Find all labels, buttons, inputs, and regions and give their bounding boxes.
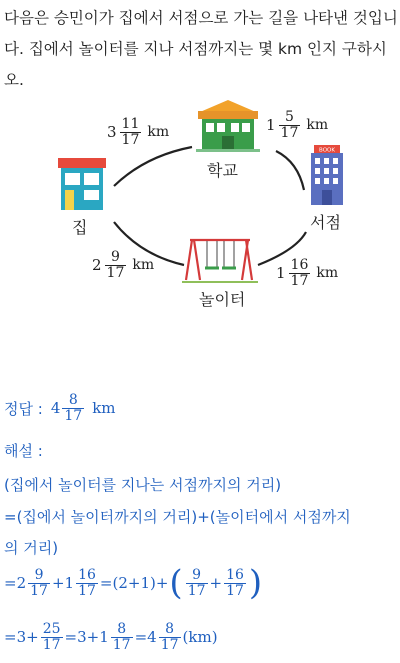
explanation-line-2: =(집에서 놀이터까지의 거리)+(놀이터에서 서점까지	[4, 508, 351, 526]
whole-plus: 3+1	[77, 628, 109, 647]
whole-plus: 3+	[16, 628, 39, 647]
place-label-bookstore: 서점	[310, 213, 341, 232]
distance-home-playground	[92, 250, 154, 280]
distance-whole: 2	[92, 256, 102, 275]
question-text: 다음은 승민이가 집에서 서점으로 가는 길을 나타낸 것입니다. 집에서 놀이터를 지나 서점까지는 몇 km 인지 구하시오.	[4, 9, 398, 89]
distance-denominator: 17	[290, 272, 309, 289]
explanation-label: 해설 :	[4, 442, 43, 460]
explanation-line-1: (집에서 놀이터를 지나는 서점까지의 거리)	[4, 476, 282, 494]
plus-sign: +	[209, 574, 223, 592]
road-school-bookstore	[276, 151, 304, 190]
numerator: 9	[192, 566, 202, 583]
place-label-school: 학교	[207, 161, 238, 180]
whole-number: 1	[64, 574, 75, 592]
distance-denominator: 17	[280, 124, 299, 141]
denominator: 17	[78, 582, 96, 599]
plus-sign: +	[51, 574, 65, 592]
numerator: 8	[165, 621, 175, 637]
distance-numerator: 9	[111, 249, 120, 265]
equals-sign: =	[64, 628, 78, 647]
distance-unit: km	[306, 117, 329, 134]
left-paren: (	[169, 563, 183, 603]
calculation-line-2	[4, 622, 218, 652]
distance-unit: km	[147, 124, 170, 141]
distance-unit: km	[316, 265, 339, 282]
result-unit: (km)	[182, 628, 218, 647]
distance-playground-bookstore	[276, 258, 338, 288]
whole-number: 4	[147, 628, 157, 647]
whole-number: 2	[16, 574, 27, 592]
answer-whole: 4	[50, 399, 61, 418]
numerator: 16	[226, 566, 244, 583]
grouped-wholes: (2+1)+	[112, 574, 169, 592]
answer-label: 정답 :	[4, 399, 43, 418]
denominator: 17	[160, 636, 179, 653]
distance-whole: 1	[266, 116, 276, 135]
equals-sign: =	[4, 574, 17, 592]
place-label-playground: 놀이터	[199, 290, 246, 309]
denominator: 17	[42, 636, 61, 653]
distance-denominator: 17	[121, 131, 140, 148]
numerator: 9	[34, 566, 44, 583]
calculation-line-1	[4, 563, 263, 603]
answer-numerator: 8	[68, 392, 78, 408]
playground-swing-icon	[182, 240, 258, 282]
distance-school-bookstore	[266, 110, 328, 140]
denominator: 17	[112, 636, 131, 653]
distance-whole: 3	[107, 123, 117, 142]
right-paren: )	[248, 563, 263, 603]
equals-sign: =	[134, 628, 148, 647]
home-building-icon	[58, 158, 106, 210]
road-home-school	[114, 147, 192, 186]
distance-whole: 1	[276, 264, 286, 283]
answer-denominator: 17	[64, 407, 83, 424]
denominator: 17	[187, 582, 206, 599]
place-label-home: 집	[72, 218, 88, 237]
school-building-icon	[196, 100, 260, 152]
distance-numerator: 5	[285, 109, 294, 125]
denominator: 17	[30, 582, 48, 599]
numerator: 25	[42, 621, 61, 637]
bookstore-sign-text: BOOK	[319, 147, 335, 154]
numerator: 16	[78, 566, 96, 583]
bookstore-building-icon	[311, 145, 343, 205]
explanation-line-3: 의 거리)	[4, 539, 59, 557]
numerator: 8	[117, 621, 127, 637]
denominator: 17	[226, 582, 244, 599]
answer-line	[4, 393, 116, 423]
distance-unit: km	[132, 257, 155, 274]
distance-numerator: 11	[121, 116, 140, 132]
equals-sign: =	[4, 628, 17, 647]
equals-sign: =	[99, 574, 113, 592]
distance-home-school	[107, 117, 169, 147]
distance-numerator: 16	[290, 257, 309, 273]
distance-denominator: 17	[106, 264, 125, 281]
answer-unit: km	[92, 399, 116, 418]
